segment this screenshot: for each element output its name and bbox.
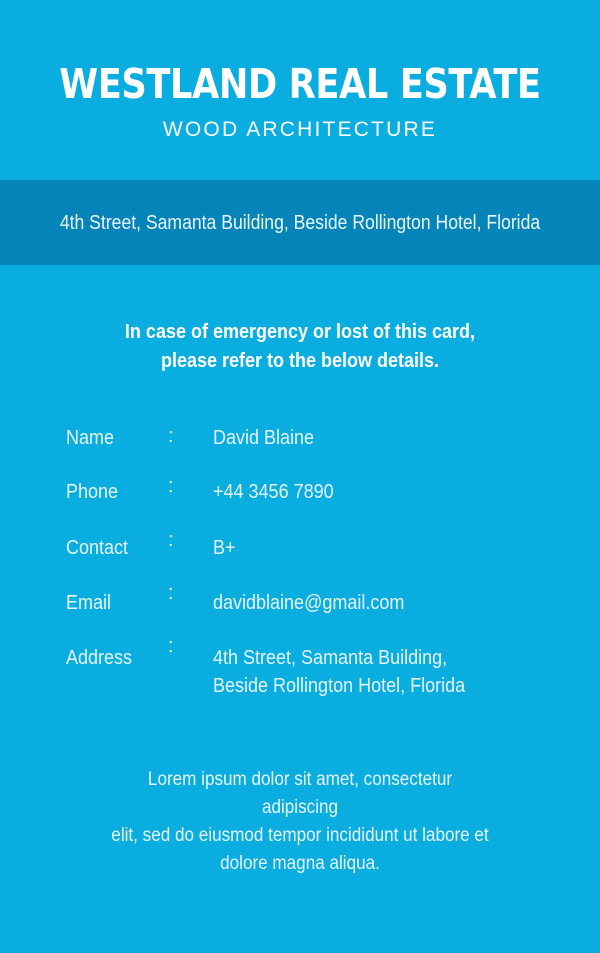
- detail-value-name: David Blaine: [213, 427, 315, 449]
- detail-separator: :: [168, 635, 174, 657]
- company-subtitle: WOOD ARCHITECTURE: [162, 118, 438, 141]
- notice-line-1: In case of emergency or lost of this card,: [124, 321, 476, 343]
- detail-label-name: Name: [66, 427, 115, 449]
- address-line-1: 4th Street, Samanta Building,: [213, 647, 448, 669]
- detail-separator: :: [168, 582, 174, 604]
- detail-separator: :: [168, 475, 174, 497]
- detail-label-phone: Phone: [66, 481, 119, 503]
- detail-separator: :: [168, 425, 174, 447]
- detail-value-contact: B+: [213, 537, 236, 559]
- detail-label-address: Address: [66, 647, 133, 669]
- detail-label-email: Email: [66, 592, 112, 614]
- detail-value-email: davidblaine@gmail.com: [213, 592, 405, 614]
- detail-label-contact: Contact: [66, 537, 129, 559]
- notice-line-2: please refer to the below details.: [160, 350, 440, 372]
- footer-line-3: dolore magna aliqua.: [220, 853, 380, 874]
- detail-value-phone: +44 3456 7890: [213, 481, 334, 503]
- company-name: WESTLAND REAL ESTATE: [59, 60, 541, 108]
- company-address: 4th Street, Samanta Building, Beside Rollington Hotel, Florida: [59, 212, 541, 234]
- detail-separator: :: [168, 529, 174, 551]
- detail-value-address: [213, 644, 510, 700]
- address-line-2: Beside Rollington Hotel, Florida: [213, 675, 466, 697]
- footer-line-2: elit, sed do eiusmod tempor incididunt ut labore et: [111, 825, 489, 846]
- footer-line-1: Lorem ipsum dolor sit amet, consectetur adipiscing: [147, 769, 453, 818]
- footer-text: [111, 766, 489, 878]
